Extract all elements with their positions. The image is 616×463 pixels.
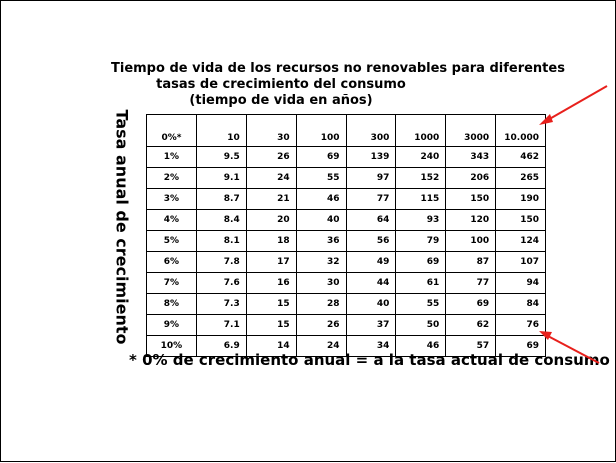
growth-rate-cell: 2% (147, 168, 197, 189)
lifetime-cell: 18 (246, 231, 296, 252)
lifetime-cell: 107 (496, 252, 546, 273)
lifetime-cell: 15 (246, 315, 296, 336)
header-reserve-cell: 10 (196, 115, 246, 147)
lifetime-cell: 55 (296, 168, 346, 189)
lifetime-cell: 152 (396, 168, 446, 189)
lifetime-cell: 50 (396, 315, 446, 336)
lifetime-cell: 124 (496, 231, 546, 252)
growth-rate-cell: 4% (147, 210, 197, 231)
lifetime-cell: 36 (296, 231, 346, 252)
lifetime-cell: 100 (446, 231, 496, 252)
growth-rate-cell: 1% (147, 147, 197, 168)
lifetime-cell: 56 (346, 231, 396, 252)
lifetime-cell: 8.7 (196, 189, 246, 210)
lifetime-cell: 84 (496, 294, 546, 315)
growth-rate-cell: 6% (147, 252, 197, 273)
growth-rate-cell: 10% (147, 336, 197, 357)
lifetime-cell: 49 (346, 252, 396, 273)
lifetime-cell: 57 (446, 336, 496, 357)
lifetime-cell: 26 (246, 147, 296, 168)
lifetime-cell: 7.1 (196, 315, 246, 336)
lifetime-cell: 343 (446, 147, 496, 168)
lifetime-cell: 17 (246, 252, 296, 273)
lifetime-cell: 7.6 (196, 273, 246, 294)
lifetime-cell: 20 (246, 210, 296, 231)
lifetime-cell: 40 (296, 210, 346, 231)
arrows-layer (1, 1, 616, 463)
lifetime-cell: 139 (346, 147, 396, 168)
lifetime-cell: 77 (446, 273, 496, 294)
lifetime-cell: 61 (396, 273, 446, 294)
footnote: * 0% de crecimiento anual = a la tasa actual de consumo (129, 351, 610, 369)
lifetime-cell: 9.5 (196, 147, 246, 168)
lifetime-cell: 97 (346, 168, 396, 189)
growth-rate-axis-label: Tasa anual de crecimiento (112, 109, 132, 345)
lifetime-cell: 24 (296, 336, 346, 357)
lifetime-cell: 69 (496, 336, 546, 357)
lifetime-cell: 93 (396, 210, 446, 231)
header-reserve-cell: 100 (296, 115, 346, 147)
lifetime-cell: 32 (296, 252, 346, 273)
title-line-2: tasas de crecimiento del consumo (156, 77, 406, 92)
lifetime-cell: 8.1 (196, 231, 246, 252)
lifetime-cell: 69 (446, 294, 496, 315)
growth-rate-cell: 5% (147, 231, 197, 252)
lifetime-cell: 7.3 (196, 294, 246, 315)
lifetime-cell: 150 (446, 189, 496, 210)
lifetime-cell: 46 (396, 336, 446, 357)
lifetime-cell: 26 (296, 315, 346, 336)
lifetime-cell: 46 (296, 189, 346, 210)
lifetime-cell: 150 (496, 210, 546, 231)
lifetime-cell: 40 (346, 294, 396, 315)
lifetime-cell: 62 (446, 315, 496, 336)
lifetime-cell: 77 (346, 189, 396, 210)
lifetime-cell: 240 (396, 147, 446, 168)
header-reserve-cell: 1000 (396, 115, 446, 147)
growth-rate-cell: 7% (147, 273, 197, 294)
growth-rate-cell: 8% (147, 294, 197, 315)
lifetime-cell: 7.8 (196, 252, 246, 273)
lifetime-cell: 24 (246, 168, 296, 189)
lifetime-cell: 28 (296, 294, 346, 315)
lifetime-cell: 37 (346, 315, 396, 336)
lifetime-cell: 14 (246, 336, 296, 357)
arrow-top (539, 86, 607, 125)
lifetime-cell: 462 (496, 147, 546, 168)
lifetime-cell: 30 (296, 273, 346, 294)
header-reserve-cell: 3000 (446, 115, 496, 147)
lifetime-cell: 115 (396, 189, 446, 210)
lifetime-cell: 16 (246, 273, 296, 294)
lifetime-cell: 76 (496, 315, 546, 336)
title-line-3: (tiempo de vida en años) (189, 93, 373, 108)
lifetime-cell: 15 (246, 294, 296, 315)
lifetime-cell: 69 (396, 252, 446, 273)
lifetime-cell: 9.1 (196, 168, 246, 189)
lifetime-cell: 21 (246, 189, 296, 210)
lifetime-cell: 34 (346, 336, 396, 357)
header-reserve-cell: 30 (246, 115, 296, 147)
lifetime-cell: 64 (346, 210, 396, 231)
lifetime-cell: 265 (496, 168, 546, 189)
header-rate-cell: 0%* (147, 115, 197, 147)
lifetime-cell: 6.9 (196, 336, 246, 357)
lifetime-cell: 69 (296, 147, 346, 168)
growth-rate-cell: 9% (147, 315, 197, 336)
lifetime-cell: 79 (396, 231, 446, 252)
lifetime-cell: 190 (496, 189, 546, 210)
arrow-bottom (539, 331, 599, 363)
lifetime-cell: 87 (446, 252, 496, 273)
lifetime-cell: 206 (446, 168, 496, 189)
lifetime-cell: 44 (346, 273, 396, 294)
header-reserve-cell: 300 (346, 115, 396, 147)
header-reserve-cell: 10.000 (496, 115, 546, 147)
title-line-1: Tiempo de vida de los recursos no renovables para diferentes (111, 61, 565, 76)
lifetime-cell: 94 (496, 273, 546, 294)
lifetime-cell: 55 (396, 294, 446, 315)
lifetime-cell: 120 (446, 210, 496, 231)
lifetime-cell: 8.4 (196, 210, 246, 231)
growth-rate-cell: 3% (147, 189, 197, 210)
